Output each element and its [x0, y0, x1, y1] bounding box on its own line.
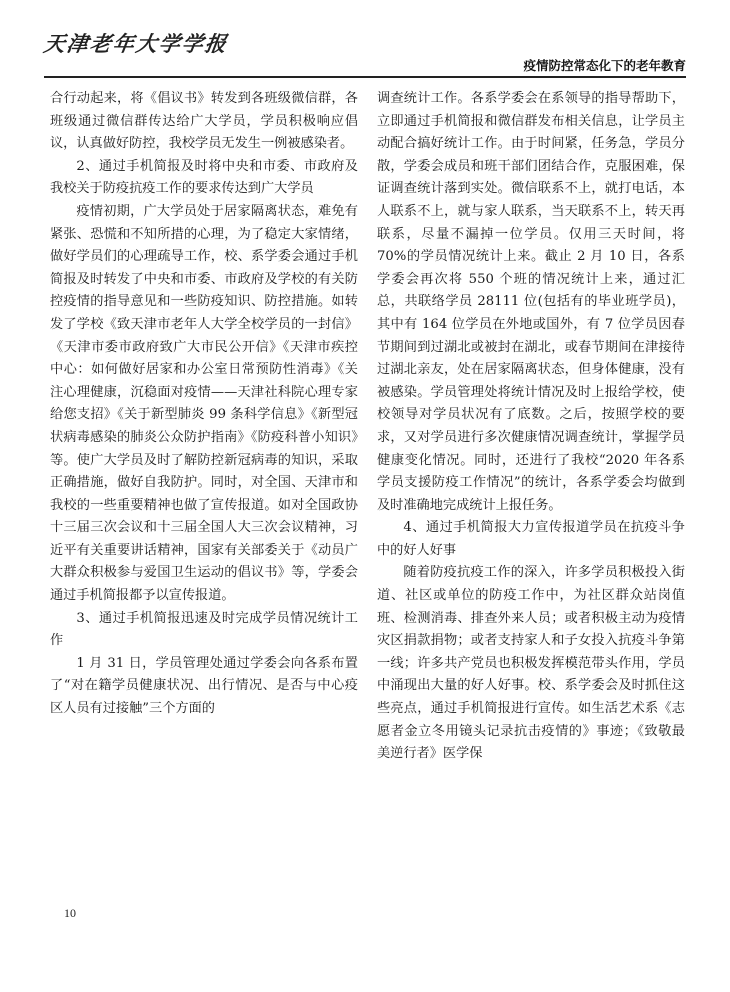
page-number: 10 [64, 906, 76, 920]
paragraph: 调查统计工作。各系学委会在系领导的指导帮助下，立即通过手机简报和微信群发布相关信息，让学员主动配合搞好统计工作。由于时间紧，任务急，学员分散，学委会成员和班干部们团结合作，克服困难，保证调查统计落到实处。微信联系不上，就打电话，本人联系不上，就与家人联系，当天联系不上，转天再联系，尽量不漏掉一位学员。仅用三天时间，将 70%的学员情况统计上来。截止 2 月 10 日，各系学委会再次将 550 个班的情况统计上来，通过汇总，共联络学员 28111 位(包括有的毕业班学员)，其中有 164 位学员在外地或国外，有 7 位学员因春节期间到过湖北或被封在湖北，或春节期间在津接待过湖北亲友，处在居家隔离状态，但身体健康，没有被感染。学员管理处将统计情况及时上报给学校，使校领导对学员状况有了底数。之后，按照学校的要求，又对学员进行多次健康情况调查统计，掌握学员健康变化情况。同时，还进行了我校“2020 年各系学员支援防疫工作情况”的统计，各系学委会均做到及时准确地完成统计上报任务。 [377, 91, 685, 513]
right-column [377, 88, 685, 766]
page-header [44, 32, 686, 78]
subheading: 2、通过手机简报及时将中央和市委、市政府及我校关于防疫抗疫工作的要求传达到广大学员 [50, 158, 358, 197]
section-title: 疫情防控常态化下的老年教育 [523, 58, 686, 73]
journal-logo: 天津老年大学学报 [42, 31, 230, 56]
left-column [50, 88, 358, 721]
paragraph: 合行动起来，将《倡议书》转发到各班级微信群，各班级通过微信群传达给广大学员，学员积极响应倡议，认真做好防控，我校学员无发生一例被感染者。 [50, 91, 358, 152]
paragraph: 1 月 31 日，学员管理处通过学委会向各系布置了“对在籍学员健康状况、出行情况、是否与中心疫区人员有过接触”三个方面的 [50, 655, 358, 717]
subheading: 4、通过手机简报大力宣传报道学员在抗疫斗争中的好人好事 [377, 520, 685, 558]
paragraph: 随着防疫抗疫工作的深入，许多学员积极投入街道、社区或单位的防疫工作中，为社区群众站岗值班、检测消毒、排查外来人员；或者积极主动为疫情灾区捐款捐物；或者支持家人和子女投入抗疫斗争第一线；许多共产党员也积极发挥模范带头作用，学员中涌现出大量的好人好事。校、系学委会及时抓住这些亮点，通过手机简报进行宣传。如生活艺术系《志愿者金立冬用镜头记录抗击疫情的》事迹；《致敬最美逆行者》医学保 [377, 565, 685, 762]
subheading: 3、通过手机简报迅速及时完成学员情况统计工作 [50, 610, 358, 649]
header-rule [44, 76, 686, 78]
paragraph: 疫情初期，广大学员处于居家隔离状态，难免有紧张、恐慌和不知所措的心理，为了稳定大家情绪，做好学员们的心理疏导工作，校、系学委会通过手机简报及时转发了中央和市委、市政府及学校的有关防控疫情的指导意见和一些防疫知识、防控措施。如转发了学校《致天津市老年人大学全校学员的一封信》《天津市委市政府致广大市民公开信》《天津市疾控中心：如何做好居家和办公室日常预防性消毒》《关注心理健康，沉稳面对疫情——天津社科院心理专家给您支招》《关于新型肺炎 99 条科学信息》《新型冠状病毒感染的肺炎公众防护指南》《防疫科普小知识》等。使广大学员及时了解防控新冠病毒的知识，采取正确措施，做好自我防护。同时，对全国、天津市和我校的一些重要精神也做了宣传报道。如对全国政协十三届三次会议和十三届全国人大三次会议精神，习近平有关重要讲话精神，国家有关部委关于《动员广大群众积极参与爱国卫生运动的倡议书》等，学委会通过手机简报都予以宣传报道。 [50, 203, 358, 604]
